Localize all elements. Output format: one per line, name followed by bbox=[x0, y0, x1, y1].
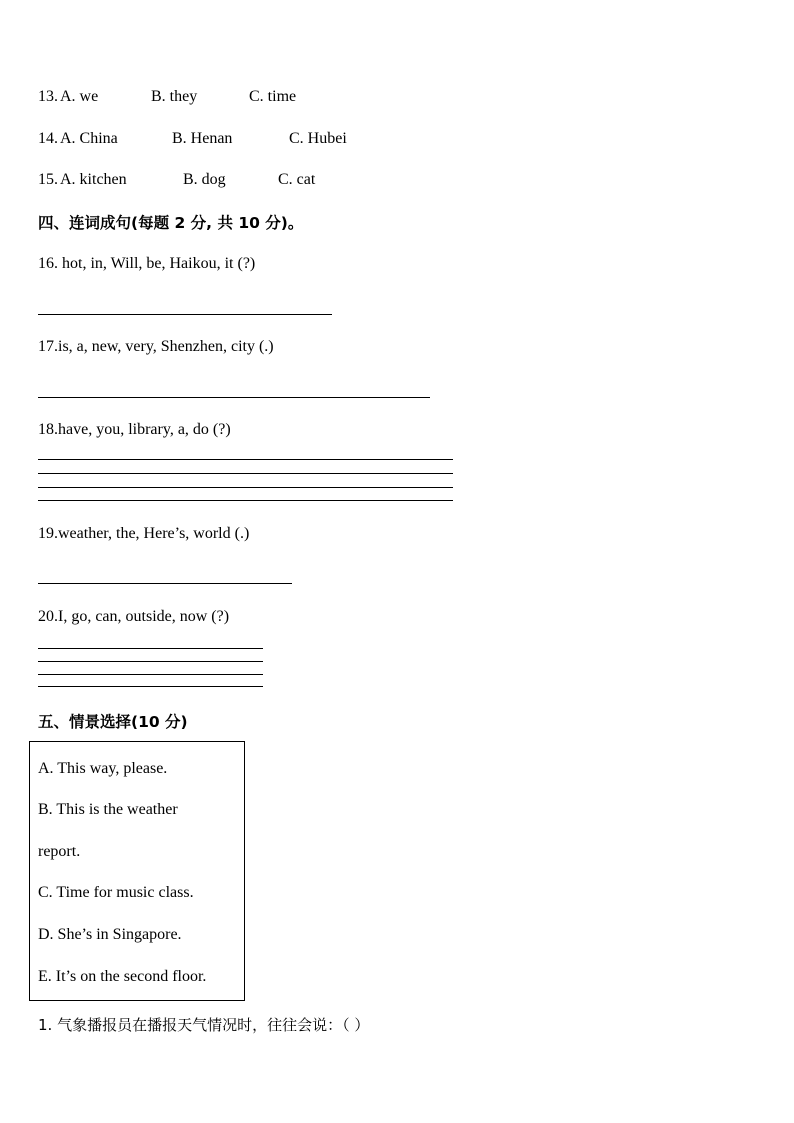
question-number: 14. bbox=[38, 130, 58, 147]
answer-line-17[interactable] bbox=[38, 397, 430, 398]
question-number: 15. bbox=[38, 171, 58, 188]
option-c: C. cat bbox=[278, 171, 316, 188]
option-e-text: E. It’s on the second floor. bbox=[38, 968, 207, 985]
option-b: B. dog bbox=[183, 171, 226, 188]
option-c-text: C. Time for music class. bbox=[38, 884, 194, 901]
answer-line[interactable] bbox=[38, 473, 453, 474]
option-b-text: B. This is the weather bbox=[38, 801, 178, 818]
reorder-item-16: 16. hot, in, Will, be, Haikou, it (?) bbox=[38, 255, 256, 272]
reorder-item-20: 20.I, go, can, outside, now (?) bbox=[38, 608, 230, 625]
situation-question-1: 1. 气象播报员在播报天气情况时，往往会说：（ ） bbox=[38, 1016, 370, 1034]
reorder-item-17: 17.is, a, new, very, Shenzhen, city (.) bbox=[38, 338, 274, 355]
section-5-heading: 五、情景选择(10 分) bbox=[38, 713, 188, 731]
answer-line-19[interactable] bbox=[38, 583, 292, 584]
option-b-text-continued: report. bbox=[38, 843, 81, 860]
option-c: C. time bbox=[249, 88, 297, 105]
answer-line[interactable] bbox=[38, 487, 453, 488]
reorder-item-18: 18.have, you, library, a, do (?) bbox=[38, 421, 231, 438]
answer-line[interactable] bbox=[38, 459, 453, 460]
answer-line[interactable] bbox=[38, 648, 263, 649]
answer-line[interactable] bbox=[38, 500, 453, 501]
answer-line-16[interactable] bbox=[38, 314, 332, 315]
reorder-item-19: 19.weather, the, Here’s, world (.) bbox=[38, 525, 250, 542]
option-a: A. we bbox=[60, 88, 99, 105]
answer-line[interactable] bbox=[38, 661, 263, 662]
option-a: A. China bbox=[60, 130, 118, 147]
answer-line[interactable] bbox=[38, 686, 263, 687]
option-c: C. Hubei bbox=[289, 130, 347, 147]
option-d-text: D. She’s in Singapore. bbox=[38, 926, 182, 943]
option-b: B. Henan bbox=[172, 130, 233, 147]
option-a: A. kitchen bbox=[60, 171, 127, 188]
question-number: 13. bbox=[38, 88, 58, 105]
option-b: B. they bbox=[151, 88, 198, 105]
option-a-text: A. This way, please. bbox=[38, 760, 168, 777]
section-4-heading: 四、连词成句(每题 2 分, 共 10 分)。 bbox=[38, 214, 304, 232]
options-box bbox=[29, 741, 245, 1001]
answer-line[interactable] bbox=[38, 674, 263, 675]
